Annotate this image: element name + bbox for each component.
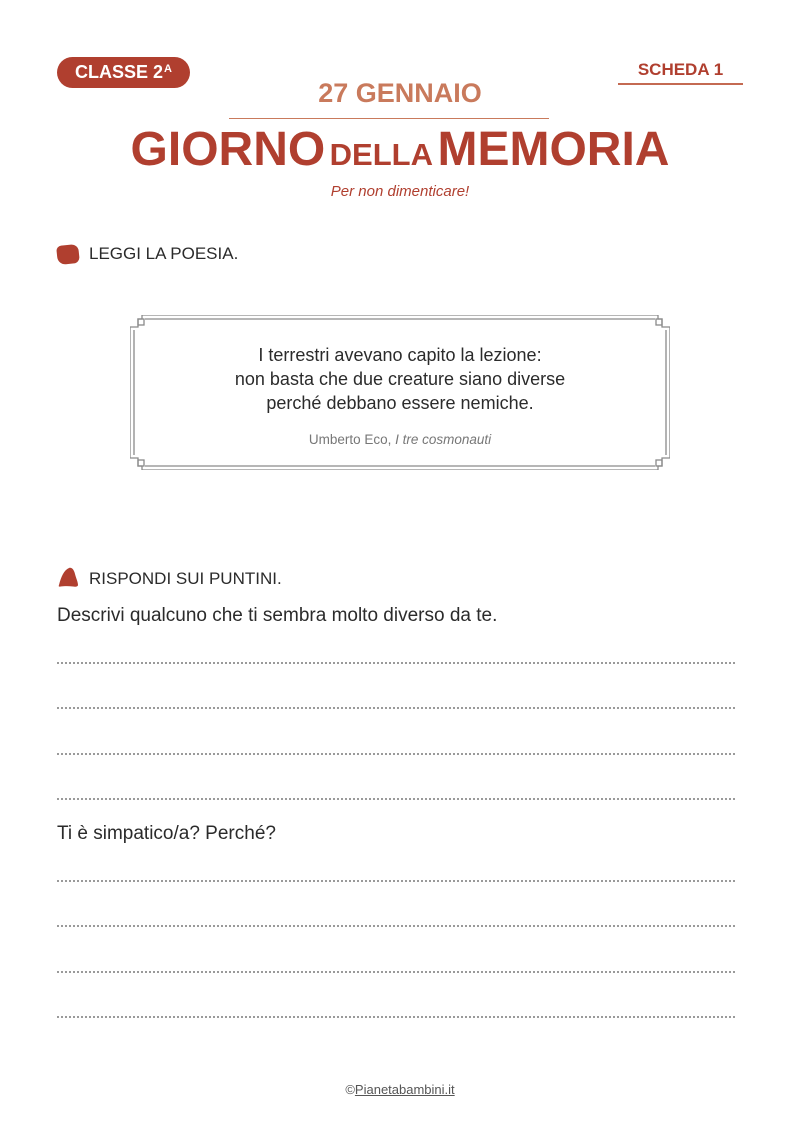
answer-line[interactable]: [57, 798, 735, 800]
page-title: [0, 122, 800, 177]
bullet-triangle-icon: [57, 567, 79, 587]
section-heading-read: LEGGI LA POESIA.: [89, 244, 239, 263]
answer-line[interactable]: [57, 753, 735, 755]
question-describe: Descrivi qualcuno che ti sembra molto diverso da te.: [57, 605, 498, 626]
sheet-label: SCHEDA 1: [637, 60, 724, 79]
poem-line: perché debbano essere nemiche.: [266, 393, 534, 413]
answer-line[interactable]: [57, 662, 735, 664]
poem-author: Umberto Eco,: [308, 432, 392, 447]
title-word-giorno: GIORNO: [130, 123, 326, 176]
question-sympathy: Ti è simpatico/a? Perché?: [57, 823, 276, 844]
copyright-symbol: ©: [345, 1082, 355, 1097]
date-title: 27 GENNAIO: [318, 78, 482, 108]
poem-line: non basta che due creature siano diverse: [234, 369, 566, 389]
class-label: CLASSE 2: [75, 62, 164, 82]
title-word-della: DELLA: [329, 137, 433, 172]
answer-line[interactable]: [57, 880, 735, 882]
answer-line[interactable]: [57, 971, 735, 973]
answer-line[interactable]: [57, 1016, 735, 1018]
answer-line[interactable]: [57, 707, 735, 709]
date-divider: [229, 118, 549, 119]
class-superscript: A: [164, 62, 172, 75]
poem-work-title: I tre cosmonauti: [395, 432, 492, 447]
section-heading-answer: RISPONDI SUI PUNTINI.: [89, 569, 282, 588]
poem-attribution: [130, 432, 670, 447]
title-word-memoria: MEMORIA: [437, 123, 670, 176]
bullet-blob-icon: [56, 244, 80, 265]
page-subtitle: Per non dimenticare!: [330, 183, 470, 200]
poem-line: I terrestri avevano capito la lezione:: [258, 345, 542, 365]
poem-text: [130, 343, 670, 415]
answer-line[interactable]: [57, 925, 735, 927]
footer-site-link[interactable]: Pianetabambini.it: [354, 1082, 455, 1097]
footer: [0, 1082, 800, 1097]
